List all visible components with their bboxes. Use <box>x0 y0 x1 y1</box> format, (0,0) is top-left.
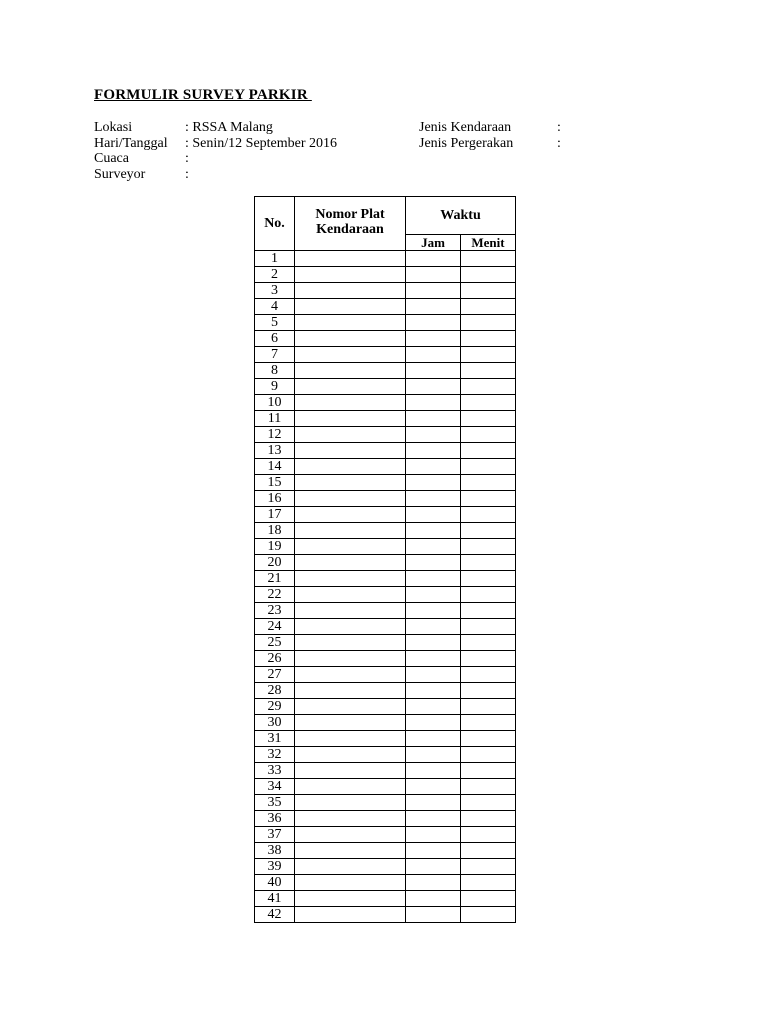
jam-cell[interactable] <box>406 843 461 859</box>
row-number: 12 <box>255 427 295 443</box>
row-number: 30 <box>255 715 295 731</box>
plate-cell[interactable] <box>295 267 406 283</box>
table-row <box>255 667 516 683</box>
table-row <box>255 763 516 779</box>
table-row <box>255 731 516 747</box>
jam-cell[interactable] <box>406 779 461 795</box>
menit-cell[interactable] <box>461 811 516 827</box>
info-row-surveyor <box>94 167 414 183</box>
menit-cell[interactable] <box>461 475 516 491</box>
row-number: 25 <box>255 635 295 651</box>
jam-cell[interactable] <box>406 331 461 347</box>
menit-cell[interactable] <box>461 507 516 523</box>
table-row <box>255 827 516 843</box>
jam-cell[interactable] <box>406 555 461 571</box>
table-row <box>255 907 516 923</box>
table-row <box>255 347 516 363</box>
plate-cell[interactable] <box>295 875 406 891</box>
menit-cell[interactable] <box>461 411 516 427</box>
plate-cell[interactable] <box>295 491 406 507</box>
menit-cell[interactable] <box>461 491 516 507</box>
menit-cell[interactable] <box>461 603 516 619</box>
menit-cell[interactable] <box>461 267 516 283</box>
menit-cell[interactable] <box>461 651 516 667</box>
menit-cell[interactable] <box>461 251 516 267</box>
row-number: 5 <box>255 315 295 331</box>
plate-cell[interactable] <box>295 891 406 907</box>
plate-cell[interactable] <box>295 459 406 475</box>
table-row <box>255 379 516 395</box>
table-row <box>255 619 516 635</box>
menit-cell[interactable] <box>461 875 516 891</box>
jam-cell[interactable] <box>406 683 461 699</box>
plate-cell[interactable] <box>295 603 406 619</box>
row-number: 29 <box>255 699 295 715</box>
table-row <box>255 459 516 475</box>
menit-cell[interactable] <box>461 747 516 763</box>
table-row <box>255 651 516 667</box>
plate-cell[interactable] <box>295 731 406 747</box>
plate-cell[interactable] <box>295 395 406 411</box>
row-number: 10 <box>255 395 295 411</box>
info-label: Jenis Pergerakan <box>419 135 514 151</box>
row-number: 32 <box>255 747 295 763</box>
plate-cell[interactable] <box>295 763 406 779</box>
menit-cell[interactable] <box>461 907 516 923</box>
jam-cell[interactable] <box>406 459 461 475</box>
menit-cell[interactable] <box>461 859 516 875</box>
plate-cell[interactable] <box>295 667 406 683</box>
table-row <box>255 635 516 651</box>
jam-cell[interactable] <box>406 379 461 395</box>
info-label: Surveyor <box>94 166 146 182</box>
plate-cell[interactable] <box>295 299 406 315</box>
row-number: 24 <box>255 619 295 635</box>
info-label: Hari/Tanggal <box>94 135 168 151</box>
menit-cell[interactable] <box>461 683 516 699</box>
plate-cell[interactable] <box>295 507 406 523</box>
row-number: 8 <box>255 363 295 379</box>
menit-cell[interactable] <box>461 555 516 571</box>
plate-cell[interactable] <box>295 539 406 555</box>
row-number: 40 <box>255 875 295 891</box>
row-number: 42 <box>255 907 295 923</box>
plate-cell[interactable] <box>295 251 406 267</box>
info-value: : Senin/12 September 2016 <box>185 135 338 151</box>
table-row <box>255 811 516 827</box>
row-number: 13 <box>255 443 295 459</box>
plate-cell[interactable] <box>295 315 406 331</box>
menit-cell[interactable] <box>461 315 516 331</box>
menit-cell[interactable] <box>461 523 516 539</box>
table-row <box>255 603 516 619</box>
table-row <box>255 587 516 603</box>
menit-cell[interactable] <box>461 299 516 315</box>
info-label: Lokasi <box>94 120 133 135</box>
jam-cell[interactable] <box>406 699 461 715</box>
jam-cell[interactable] <box>406 491 461 507</box>
plate-cell[interactable] <box>295 619 406 635</box>
table-row <box>255 507 516 523</box>
info-value: : <box>185 151 189 166</box>
jam-cell[interactable] <box>406 347 461 363</box>
row-number: 15 <box>255 475 295 491</box>
menit-cell[interactable] <box>461 571 516 587</box>
menit-cell[interactable] <box>461 539 516 555</box>
info-value: : <box>557 120 561 135</box>
menit-cell[interactable] <box>461 459 516 475</box>
menit-cell[interactable] <box>461 635 516 651</box>
row-number: 3 <box>255 283 295 299</box>
table-row <box>255 523 516 539</box>
table-row <box>255 683 516 699</box>
menit-cell[interactable] <box>461 827 516 843</box>
table-row <box>255 411 516 427</box>
plate-cell[interactable] <box>295 283 406 299</box>
plate-cell[interactable] <box>295 555 406 571</box>
table-row <box>255 555 516 571</box>
table-row <box>255 715 516 731</box>
table-row <box>255 443 516 459</box>
plate-cell[interactable] <box>295 651 406 667</box>
row-number: 22 <box>255 587 295 603</box>
table-row <box>255 395 516 411</box>
table-row <box>255 283 516 299</box>
jam-cell[interactable] <box>406 283 461 299</box>
jam-cell[interactable] <box>406 651 461 667</box>
plate-cell[interactable] <box>295 363 406 379</box>
header-menit: Menit <box>461 235 516 251</box>
menit-cell[interactable] <box>461 347 516 363</box>
jam-cell[interactable] <box>406 635 461 651</box>
jam-cell[interactable] <box>406 411 461 427</box>
jam-cell[interactable] <box>406 619 461 635</box>
table-row <box>255 363 516 379</box>
plate-cell[interactable] <box>295 907 406 923</box>
plate-cell[interactable] <box>295 635 406 651</box>
menit-cell[interactable] <box>461 779 516 795</box>
plate-cell[interactable] <box>295 795 406 811</box>
menit-cell[interactable] <box>461 763 516 779</box>
jam-cell[interactable] <box>406 587 461 603</box>
jam-cell[interactable] <box>406 539 461 555</box>
table-row <box>255 539 516 555</box>
info-right-block <box>419 120 579 151</box>
info-row-jenis-pergerakan <box>419 136 579 152</box>
jam-cell[interactable] <box>406 875 461 891</box>
jam-cell[interactable] <box>406 523 461 539</box>
menit-cell[interactable] <box>461 587 516 603</box>
row-number: 4 <box>255 299 295 315</box>
row-number: 9 <box>255 379 295 395</box>
menit-cell[interactable] <box>461 379 516 395</box>
plate-cell[interactable] <box>295 811 406 827</box>
info-label: Cuaca <box>94 151 129 166</box>
jam-cell[interactable] <box>406 795 461 811</box>
jam-cell[interactable] <box>406 763 461 779</box>
plate-cell[interactable] <box>295 827 406 843</box>
table-row <box>255 299 516 315</box>
plate-cell[interactable] <box>295 715 406 731</box>
jam-cell[interactable] <box>406 299 461 315</box>
table-row <box>255 571 516 587</box>
row-number: 31 <box>255 731 295 747</box>
table-row <box>255 891 516 907</box>
jam-cell[interactable] <box>406 475 461 491</box>
row-number: 20 <box>255 555 295 571</box>
jam-cell[interactable] <box>406 603 461 619</box>
info-row-hari-tanggal <box>94 136 414 152</box>
jam-cell[interactable] <box>406 859 461 875</box>
jam-cell[interactable] <box>406 891 461 907</box>
header-jam: Jam <box>406 235 461 251</box>
survey-table <box>254 196 516 923</box>
table-row <box>255 315 516 331</box>
jam-cell[interactable] <box>406 827 461 843</box>
jam-cell[interactable] <box>406 363 461 379</box>
row-number: 39 <box>255 859 295 875</box>
row-number: 26 <box>255 651 295 667</box>
menit-cell[interactable] <box>461 731 516 747</box>
table-row <box>255 795 516 811</box>
info-left-block <box>94 120 414 182</box>
info-row-cuaca <box>94 151 414 167</box>
row-number: 6 <box>255 331 295 347</box>
menit-cell[interactable] <box>461 395 516 411</box>
menit-cell[interactable] <box>461 443 516 459</box>
plate-cell[interactable] <box>295 427 406 443</box>
jam-cell[interactable] <box>406 731 461 747</box>
jam-cell[interactable] <box>406 715 461 731</box>
plate-cell[interactable] <box>295 331 406 347</box>
table-row <box>255 779 516 795</box>
plate-cell[interactable] <box>295 475 406 491</box>
table-row <box>255 331 516 347</box>
row-number: 11 <box>255 411 295 427</box>
plate-cell[interactable] <box>295 347 406 363</box>
table-row <box>255 859 516 875</box>
row-number: 16 <box>255 491 295 507</box>
jam-cell[interactable] <box>406 315 461 331</box>
jam-cell[interactable] <box>406 427 461 443</box>
header-no: No. <box>255 197 295 251</box>
info-value: : <box>557 135 561 151</box>
menit-cell[interactable] <box>461 283 516 299</box>
table-row <box>255 475 516 491</box>
row-number: 7 <box>255 347 295 363</box>
menit-cell[interactable] <box>461 715 516 731</box>
table-row <box>255 843 516 859</box>
table-body <box>255 251 516 923</box>
jam-cell[interactable] <box>406 811 461 827</box>
row-number: 23 <box>255 603 295 619</box>
row-number: 2 <box>255 267 295 283</box>
row-number: 36 <box>255 811 295 827</box>
table-row <box>255 267 516 283</box>
row-number: 38 <box>255 843 295 859</box>
plate-cell[interactable] <box>295 523 406 539</box>
row-number: 28 <box>255 683 295 699</box>
row-number: 37 <box>255 827 295 843</box>
menit-cell[interactable] <box>461 619 516 635</box>
row-number: 14 <box>255 459 295 475</box>
row-number: 18 <box>255 523 295 539</box>
table-row <box>255 251 516 267</box>
row-number: 21 <box>255 571 295 587</box>
info-label: Jenis Kendaraan <box>419 120 512 135</box>
plate-cell[interactable] <box>295 859 406 875</box>
menit-cell[interactable] <box>461 331 516 347</box>
jam-cell[interactable] <box>406 667 461 683</box>
menit-cell[interactable] <box>461 843 516 859</box>
table-row <box>255 875 516 891</box>
jam-cell[interactable] <box>406 267 461 283</box>
table-row <box>255 427 516 443</box>
table-row <box>255 699 516 715</box>
row-number: 27 <box>255 667 295 683</box>
info-value: : RSSA Malang <box>185 120 273 135</box>
row-number: 19 <box>255 539 295 555</box>
plate-cell[interactable] <box>295 747 406 763</box>
menit-cell[interactable] <box>461 699 516 715</box>
menit-cell[interactable] <box>461 795 516 811</box>
jam-cell[interactable] <box>406 907 461 923</box>
plate-cell[interactable] <box>295 443 406 459</box>
jam-cell[interactable] <box>406 507 461 523</box>
plate-cell[interactable] <box>295 779 406 795</box>
plate-cell[interactable] <box>295 699 406 715</box>
plate-cell[interactable] <box>295 843 406 859</box>
header-nomor-plat: Nomor Plat Kendaraan <box>295 197 406 251</box>
table-header <box>255 197 516 251</box>
plate-cell[interactable] <box>295 587 406 603</box>
jam-cell[interactable] <box>406 251 461 267</box>
plate-cell[interactable] <box>295 411 406 427</box>
header-waktu: Waktu <box>406 197 516 235</box>
table-row <box>255 491 516 507</box>
form-title: FORMULIR SURVEY PARKIR <box>94 87 312 103</box>
plate-cell[interactable] <box>295 379 406 395</box>
info-row-jenis-kendaraan <box>419 120 579 136</box>
jam-cell[interactable] <box>406 443 461 459</box>
info-row-lokasi <box>94 120 414 136</box>
jam-cell[interactable] <box>406 395 461 411</box>
menit-cell[interactable] <box>461 667 516 683</box>
row-number: 41 <box>255 891 295 907</box>
row-number: 1 <box>255 251 295 267</box>
jam-cell[interactable] <box>406 571 461 587</box>
info-value: : <box>185 166 189 182</box>
menit-cell[interactable] <box>461 891 516 907</box>
row-number: 34 <box>255 779 295 795</box>
menit-cell[interactable] <box>461 363 516 379</box>
plate-cell[interactable] <box>295 571 406 587</box>
row-number: 33 <box>255 763 295 779</box>
row-number: 17 <box>255 507 295 523</box>
table-row <box>255 747 516 763</box>
jam-cell[interactable] <box>406 747 461 763</box>
row-number: 35 <box>255 795 295 811</box>
plate-cell[interactable] <box>295 683 406 699</box>
menit-cell[interactable] <box>461 427 516 443</box>
